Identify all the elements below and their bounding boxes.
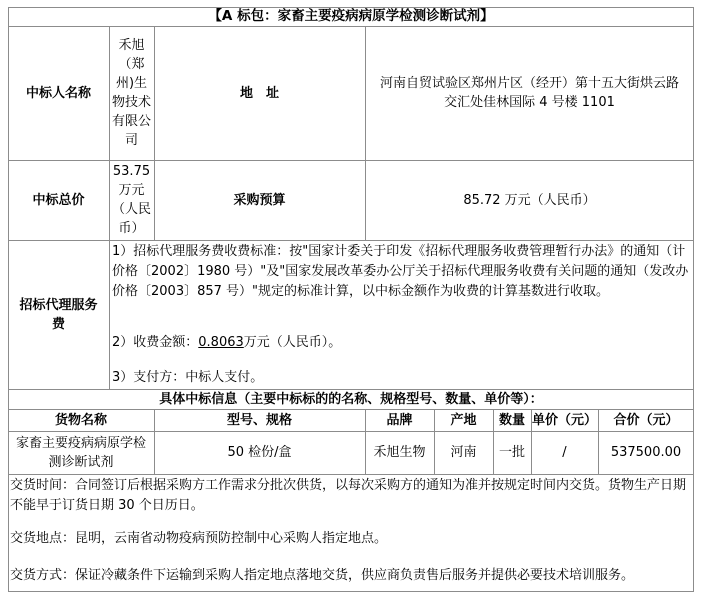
agency-fee-label: 招标代理服务费 <box>19 297 98 332</box>
col-header-origin: 产地 <box>450 412 477 428</box>
delivery-method: 交货方式：保证冷藏条件下运输到采购人指定地点落地交货，供应商负责售后服务并提供必要技术培训服务。 <box>10 568 635 583</box>
budget-label: 采购预算 <box>233 192 286 208</box>
delivery-place: 交货地点：昆明，云南省动物疫病预防控制中心采购人指定地点。 <box>10 531 388 546</box>
section-title: 【A 标包：家畜主要疫病病原学检测诊断试剂】 <box>208 8 494 24</box>
fee-payer-text: 3）支付方：中标人支付。 <box>112 370 264 385</box>
origin-cell: 河南 <box>450 445 477 460</box>
fee-standard-text: 1）招标代理服务费收费标准：按"国家计委关于印发《招标代理服务收费管理暂行办法》的通知（计价格〔2002〕1980 号）"及"国家发展改革委办公厅关于招标代理服务收费有关问题的通知（发改办价格〔2003〕857 号）"规定的标准计算，以中标金额作为收费的计算基数进行收取。 <box>112 244 689 299</box>
goods-name-cell: 家畜主要疫病病原学检测诊断试剂 <box>15 435 146 470</box>
spec-cell: 50 检份/盒 <box>227 445 292 460</box>
budget-value: 85.72 万元（人民币） <box>463 192 596 208</box>
total-price-cell: 537500.00 <box>610 445 682 460</box>
tender-result-table <box>8 7 694 592</box>
address-label: 地 址 <box>239 85 279 101</box>
brand-cell: 禾旭生物 <box>373 445 426 460</box>
delivery-time: 交货时间：合同签订后根据采购方工作需求分批次供货，以每次采购方的通知为准并按规定时间内交货。货物生产日期不能早于订货日期 30 个日历日。 <box>10 478 687 513</box>
col-header-brand: 品牌 <box>386 412 413 428</box>
winner-name: 禾旭（郑州)生物技术有限公司 <box>112 38 152 148</box>
fee-amount-suffix: 万元（人民币）。 <box>243 335 342 350</box>
fee-amount-value: 0.8063 <box>198 335 244 350</box>
col-header-goods: 货物名称 <box>54 412 107 428</box>
winner-label: 中标人名称 <box>25 85 91 101</box>
quantity-cell: 一批 <box>498 445 525 460</box>
unit-price-cell: / <box>562 445 567 460</box>
detail-heading: 具体中标信息（主要中标标的的名称、规格型号、数量、单价等）： <box>159 391 543 407</box>
address-value: 河南自贸试验区郑州片区（经开）第十五大街烘云路交汇处佳林国际 4 号楼 1101 <box>379 76 679 110</box>
col-header-unit-price: 单价（元） <box>531 412 597 428</box>
divider <box>8 240 694 241</box>
col-header-spec: 型号、规格 <box>226 412 292 428</box>
col-header-quantity: 数量 <box>498 412 525 428</box>
fee-amount-prefix: 2）收费金额： <box>112 335 199 350</box>
total-price-value: 53.75 万元（人民币） <box>112 164 152 236</box>
col-header-total-price: 合价（元） <box>613 412 679 428</box>
divider <box>8 474 694 475</box>
total-price-label: 中标总价 <box>32 192 85 208</box>
fee-amount-text <box>112 333 690 353</box>
